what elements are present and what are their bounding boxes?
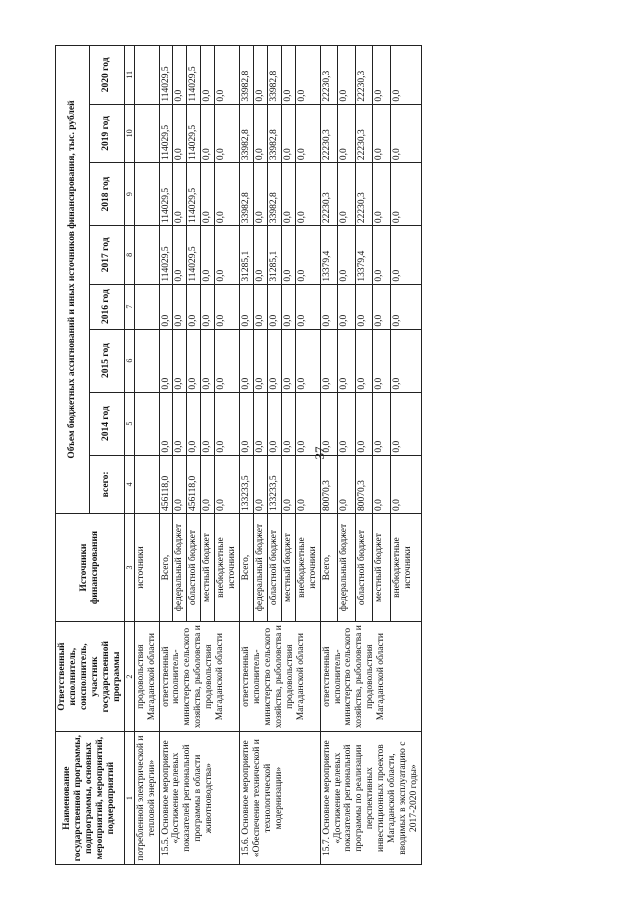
year-value-cell: 0,0 — [338, 163, 356, 226]
year-value-cell: 0,0 — [201, 284, 215, 329]
year-value-cell: 114029,5 — [159, 226, 173, 284]
year-value-cell: 22230,3 — [355, 46, 373, 105]
year-value-cell: 22230,3 — [320, 104, 338, 162]
year-value-cell: 0,0 — [159, 329, 173, 392]
column-index: 7 — [124, 284, 134, 329]
header-year: 2018 год — [90, 163, 124, 226]
page-number: 37 — [312, 446, 327, 460]
year-value-cell: 0,0 — [390, 226, 421, 284]
header-year: 2020 год — [90, 46, 124, 105]
source-cell: Всего, — [320, 514, 338, 622]
year-value-cell: 33982,8 — [240, 104, 254, 162]
source-cell: внебюджетные источники — [215, 514, 240, 622]
total-cell: 0,0 — [338, 455, 356, 513]
year-value-cell: 0,0 — [187, 284, 201, 329]
source-cell: Всего, — [159, 514, 173, 622]
year-value-cell: 0,0 — [320, 284, 338, 329]
year-value-cell: 0,0 — [295, 163, 320, 226]
year-value-cell: 0,0 — [295, 392, 320, 455]
table-sheet — [55, 45, 625, 865]
source-cell: областной бюджет — [355, 514, 373, 622]
year-value-cell: 0,0 — [254, 46, 268, 105]
year-value-cell: 0,0 — [373, 46, 391, 105]
table-row — [240, 46, 254, 865]
year-value-cell: 114029,5 — [159, 104, 173, 162]
total-cell: 133233,5 — [267, 455, 281, 513]
column-index: 1 — [124, 732, 134, 865]
year-value-cell: 0,0 — [215, 329, 240, 392]
year-value-cell: 22230,3 — [355, 163, 373, 226]
year-value-cell: 0,0 — [159, 392, 173, 455]
year-value-cell: 0,0 — [390, 392, 421, 455]
year-value-cell: 0,0 — [215, 104, 240, 162]
total-cell: 0,0 — [281, 455, 295, 513]
year-value-cell: 33982,8 — [240, 46, 254, 105]
year-value-cell: 0,0 — [187, 329, 201, 392]
header-executor: Ответственный исполнитель, соисполнитель, участник государственной программы — [56, 622, 125, 732]
total-cell: 0,0 — [201, 455, 215, 513]
continuation-row — [134, 46, 159, 865]
year-value-cell: 0,0 — [390, 284, 421, 329]
year-value-cell: 0,0 — [281, 46, 295, 105]
column-index: 4 — [124, 455, 134, 513]
year-value-cell: 0,0 — [173, 392, 187, 455]
year-value-cell: 33982,8 — [240, 163, 254, 226]
table-row — [320, 46, 338, 865]
header-total: всего: — [90, 455, 124, 513]
table-row — [159, 46, 173, 865]
year-value-cell: 114029,5 — [187, 163, 201, 226]
column-index: 3 — [124, 514, 134, 622]
year-value-cell: 22230,3 — [355, 104, 373, 162]
year-value-cell: 0,0 — [215, 226, 240, 284]
section-name: 15.7. Основное мероприятие «Достижение целевых показателей региональной программы по реализации перспективных инвестиционных проектов Магаданской области, вводимых в эксплуатацию с 2017-2020 годы» — [320, 732, 421, 865]
year-value-cell: 0,0 — [281, 104, 295, 162]
source-cell: внебюджетные источники — [390, 514, 421, 622]
year-value-cell: 0,0 — [254, 104, 268, 162]
source-cell: областной бюджет — [187, 514, 201, 622]
section-executor: ответственный исполнитель- министерство сельского хозяйства, рыболовства и продовольствия Магаданской области — [240, 622, 321, 732]
total-cell: 456118,0 — [159, 455, 173, 513]
section-name: 15.6. Основное мероприятие «Обеспечение технической и технологической модернизации» — [240, 732, 321, 865]
year-value-cell: 0,0 — [240, 284, 254, 329]
continuation-name: потребленной электрической и тепловой энергии» — [134, 732, 159, 865]
year-value-cell: 13379,4 — [355, 226, 373, 284]
total-cell: 0,0 — [173, 455, 187, 513]
total-cell: 0,0 — [390, 455, 421, 513]
source-cell: местный бюджет — [373, 514, 391, 622]
year-value-cell: 33982,8 — [267, 104, 281, 162]
year-value-cell: 0,0 — [254, 163, 268, 226]
total-cell: 456118,0 — [187, 455, 201, 513]
year-value-cell: 0,0 — [267, 329, 281, 392]
header-sources: Источники финансирования — [56, 514, 125, 622]
year-value-cell: 22230,3 — [320, 163, 338, 226]
year-value-cell: 0,0 — [201, 46, 215, 105]
year-value-cell: 0,0 — [390, 329, 421, 392]
year-value-cell: 0,0 — [159, 284, 173, 329]
year-value-cell: 0,0 — [373, 226, 391, 284]
year-value-cell: 114029,5 — [159, 46, 173, 105]
year-value-cell: 0,0 — [390, 163, 421, 226]
header-year: 2017 год — [90, 226, 124, 284]
column-index: 2 — [124, 622, 134, 732]
year-value-cell: 0,0 — [254, 329, 268, 392]
section-executor: ответственный исполнитель- министерство сельского хозяйства, рыболовства и продовольствия Магаданской области — [159, 622, 240, 732]
year-value-cell: 0,0 — [338, 284, 356, 329]
year-value-cell: 0,0 — [281, 226, 295, 284]
year-value-cell: 0,0 — [173, 284, 187, 329]
year-value-cell: 0,0 — [254, 392, 268, 455]
year-value-cell: 0,0 — [201, 163, 215, 226]
year-value-cell: 0,0 — [338, 329, 356, 392]
year-value-cell: 0,0 — [390, 104, 421, 162]
year-value-cell: 0,0 — [338, 104, 356, 162]
year-value-cell: 0,0 — [281, 329, 295, 392]
year-value-cell: 0,0 — [281, 284, 295, 329]
column-index: 11 — [124, 46, 134, 105]
source-cell: федеральный бюджет — [338, 514, 356, 622]
year-value-cell: 114029,5 — [187, 46, 201, 105]
year-value-cell: 0,0 — [281, 392, 295, 455]
year-value-cell: 0,0 — [295, 226, 320, 284]
source-cell: федеральный бюджет — [254, 514, 268, 622]
header-year: 2019 год — [90, 104, 124, 162]
source-cell: местный бюджет — [201, 514, 215, 622]
source-cell: внебюджетные источники — [295, 514, 320, 622]
column-index: 6 — [124, 329, 134, 392]
year-value-cell: 0,0 — [173, 104, 187, 162]
year-value-cell: 0,0 — [295, 284, 320, 329]
year-value-cell: 114029,5 — [187, 226, 201, 284]
year-value-cell: 0,0 — [201, 104, 215, 162]
year-value-cell: 33982,8 — [267, 163, 281, 226]
column-index: 5 — [124, 392, 134, 455]
source-cell: федеральный бюджет — [173, 514, 187, 622]
financing-table — [55, 45, 422, 865]
header-year: 2016 год — [90, 284, 124, 329]
year-value-cell: 0,0 — [201, 329, 215, 392]
column-index: 9 — [124, 163, 134, 226]
year-value-cell: 31285,1 — [240, 226, 254, 284]
total-cell: 0,0 — [373, 455, 391, 513]
year-value-cell: 0,0 — [355, 329, 373, 392]
year-value-cell: 0,0 — [320, 392, 338, 455]
year-value-cell: 0,0 — [215, 163, 240, 226]
total-cell: 80070,3 — [320, 455, 338, 513]
year-value-cell: 0,0 — [338, 46, 356, 105]
year-value-cell: 22230,3 — [320, 46, 338, 105]
source-cell: Всего, — [240, 514, 254, 622]
year-value-cell: 0,0 — [373, 163, 391, 226]
total-cell: 133233,5 — [240, 455, 254, 513]
year-value-cell: 0,0 — [201, 392, 215, 455]
year-value-cell: 0,0 — [254, 226, 268, 284]
header-name: Наименование государственной программы, подпрограммы, основных мероприятий, мероприятий, подмероприятий — [56, 732, 125, 865]
year-value-cell: 33982,8 — [267, 46, 281, 105]
column-index: 10 — [124, 104, 134, 162]
header-year: 2015 год — [90, 329, 124, 392]
year-value-cell: 0,0 — [295, 104, 320, 162]
year-value-cell: 0,0 — [373, 284, 391, 329]
year-value-cell: 0,0 — [373, 329, 391, 392]
rotated-table-area — [55, 45, 625, 865]
year-value-cell: 0,0 — [338, 392, 356, 455]
year-value-cell: 13379,4 — [320, 226, 338, 284]
year-value-cell: 0,0 — [355, 284, 373, 329]
year-value-cell: 0,0 — [295, 46, 320, 105]
year-value-cell: 0,0 — [215, 284, 240, 329]
total-cell: 0,0 — [215, 455, 240, 513]
year-value-cell: 0,0 — [295, 329, 320, 392]
year-value-cell: 0,0 — [240, 329, 254, 392]
year-value-cell: 0,0 — [267, 392, 281, 455]
year-value-cell: 0,0 — [201, 226, 215, 284]
year-value-cell: 0,0 — [338, 226, 356, 284]
header-volume: Объем бюджетных ассигнований и иных источников финансирования, тыс. рублей — [56, 46, 90, 514]
year-value-cell: 0,0 — [215, 392, 240, 455]
year-value-cell: 0,0 — [173, 46, 187, 105]
year-value-cell: 0,0 — [320, 329, 338, 392]
year-value-cell: 0,0 — [254, 284, 268, 329]
section-name: 15.5. Основное мероприятие «Достижение целевых показателей региональной программы в области животноводства» — [159, 732, 240, 865]
year-value-cell: 31285,1 — [267, 226, 281, 284]
year-value-cell: 114029,5 — [159, 163, 173, 226]
year-value-cell: 114029,5 — [187, 104, 201, 162]
year-value-cell: 0,0 — [281, 163, 295, 226]
continuation-executor: продовольствия Магаданской области — [134, 622, 159, 732]
year-value-cell: 0,0 — [373, 392, 391, 455]
year-value-cell: 0,0 — [215, 46, 240, 105]
year-value-cell: 0,0 — [355, 392, 373, 455]
total-cell: 0,0 — [295, 455, 320, 513]
total-cell: 0,0 — [254, 455, 268, 513]
total-cell: 80070,3 — [355, 455, 373, 513]
year-value-cell: 0,0 — [390, 46, 421, 105]
year-value-cell: 0,0 — [267, 284, 281, 329]
source-cell: местный бюджет — [281, 514, 295, 622]
year-value-cell: 0,0 — [187, 392, 201, 455]
year-value-cell: 0,0 — [173, 329, 187, 392]
year-value-cell: 0,0 — [173, 226, 187, 284]
year-value-cell: 0,0 — [240, 392, 254, 455]
table-body — [134, 46, 421, 865]
source-cell: областной бюджет — [267, 514, 281, 622]
header-year: 2014 год — [90, 392, 124, 455]
continuation-source: источники — [134, 514, 159, 622]
year-value-cell: 0,0 — [173, 163, 187, 226]
year-value-cell: 0,0 — [373, 104, 391, 162]
column-index: 8 — [124, 226, 134, 284]
section-executor: ответственный исполнитель- министерство сельского хозяйства, рыболовства и продовольствия Магаданской области — [320, 622, 421, 732]
